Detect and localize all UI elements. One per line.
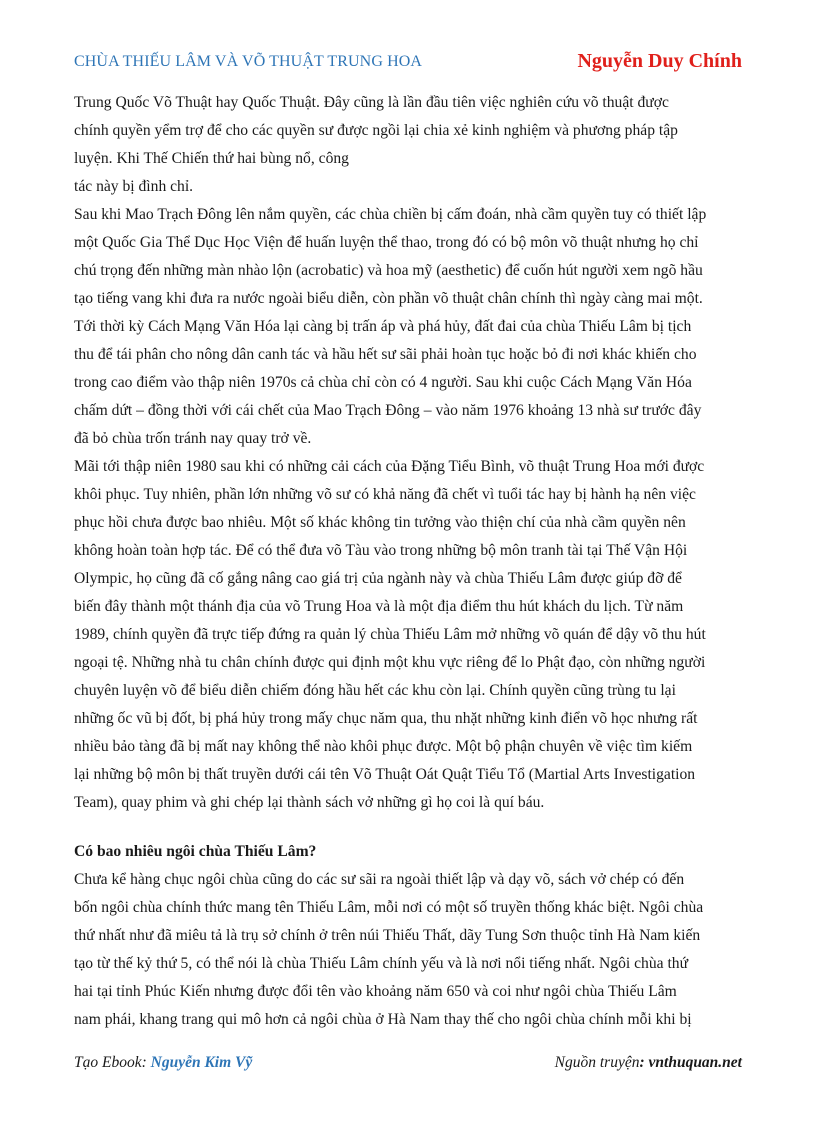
text-line: nam phái, khang trang qui mô hơn cả ngôi chùa ở Hà Nam thay thế cho ngôi chùa chính mỗi khi bị xyxy=(74,1011,692,1028)
text-line: thu để tái phân cho nông dân canh tác và hầu hết sư sãi phải hoàn tục hoặc bỏ đi nơi khác khiến cho xyxy=(74,346,697,363)
body-text xyxy=(74,89,742,1034)
page-footer xyxy=(74,1054,742,1078)
text-line: biến đây thành một thánh địa của võ Trung Hoa và là một địa điểm thu hút khách du lịch. Từ năm xyxy=(74,598,684,615)
paragraph-4 xyxy=(74,866,742,1034)
text-line: Tới thời kỳ Cách Mạng Văn Hóa lại càng bị trấn áp và phá hủy, đất đai của chùa Thiếu Lâm bị tịch xyxy=(74,318,692,335)
text-line: Sau khi Mao Trạch Đông lên nắm quyền, các chùa chiền bị cấm đoán, nhà cầm quyền tuy có thiết lập xyxy=(74,206,707,223)
text-line: Mãi tới thập niên 1980 sau khi có những cải cách của Đặng Tiểu Bình, võ thuật Trung Hoa mới được xyxy=(74,458,705,475)
text-line: phục hồi chưa được bao nhiêu. Một số khác không tin tưởng vào thiện chí của nhà cầm quyền nên xyxy=(74,514,686,531)
text-line: Chưa kể hàng chục ngôi chùa cũng do các sư sãi ra ngoài thiết lập và dạy võ, sách vở chép có đến xyxy=(74,871,685,888)
text-line: 1989, chính quyền đã trực tiếp đứng ra quản lý chùa Thiếu Lâm mở những võ quán để dậy võ thu hút xyxy=(74,626,706,643)
section-gap xyxy=(74,817,742,838)
text-line: Olympic, họ cũng đã cố gắng nâng cao giá trị của ngành này và chùa Thiếu Lâm được giúp đỡ để xyxy=(74,570,682,587)
text-line: tạo tiếng vang khi đưa ra nước ngoài biểu diễn, còn phần võ thuật chân chính thì ngày càng mai một. xyxy=(74,290,703,307)
source-credit-separator: : xyxy=(639,1054,649,1071)
text-line: ngoại tệ. Những nhà tu chân chính được qui định một khu vực riêng để lo Phật đạo, còn những người xyxy=(74,654,706,671)
ebook-credit-label: Tạo Ebook xyxy=(74,1054,142,1071)
text-line: những ốc vũ bị đốt, bị phá hủy trong mấy chục năm qua, thu nhặt những kinh điển võ học nhưng rất xyxy=(74,710,698,727)
paragraph-1 xyxy=(74,89,742,201)
book-title: CHÙA THIẾU LÂM VÀ VÕ THUẬT TRUNG HOA xyxy=(74,53,423,70)
text-line: chuyên luyện võ để biểu diễn chiếm đóng hầu hết các khu còn lại. Chính quyền cũng trùng tu lại xyxy=(74,682,676,699)
page-header xyxy=(74,50,742,76)
text-line: chấm dứt – đồng thời với cái chết của Mao Trạch Đông – vào năm 1976 khoảng 13 nhà sư trước đây xyxy=(74,402,702,419)
text-line: một Quốc Gia Thể Dục Học Viện để huấn luyện thể thao, trong đó có bộ môn võ thuật nhưng họ chỉ xyxy=(74,234,699,251)
paragraph-3 xyxy=(74,453,742,817)
text-line: lại những bộ môn bị thất truyền dưới cái tên Võ Thuật Oát Quật Tiểu Tổ (Martial Arts Investigation xyxy=(74,766,696,783)
source-credit xyxy=(555,1054,742,1072)
text-line: thứ nhất như đã miêu tả là trụ sở chính ở trên núi Thiếu Thất, dãy Tung Sơn thuộc tỉnh Hà Nam kiến xyxy=(74,927,701,944)
text-line: luyện. Khi Thế Chiến thứ hai bùng nổ, công xyxy=(74,150,349,167)
ebook-credit xyxy=(74,1054,252,1072)
text-line: tạo từ thế kỷ thứ 5, có thể nói là chùa Thiếu Lâm chính yếu và là nơi nổi tiếng nhất. Ngôi chùa thứ xyxy=(74,955,689,972)
text-line: khôi phục. Tuy nhiên, phần lớn những võ sư có khả năng đã chết vì tuổi tác hay bị hành hạ nên việc xyxy=(74,486,696,503)
text-line: Team), quay phim và ghi chép lại thành sách vở những gì họ coi là quí báu. xyxy=(74,794,545,811)
source-credit-label: Nguồn truyện xyxy=(554,1054,640,1071)
text-line: Trung Quốc Võ Thuật hay Quốc Thuật. Đây cũng là lần đầu tiên việc nghiên cứu võ thuật được xyxy=(74,94,669,111)
source-site: vnthuquan.net xyxy=(648,1054,742,1071)
paragraph-2 xyxy=(74,201,742,453)
text-line: trong cao điểm vào thập niên 1970s cả chùa chỉ còn có 4 người. Sau khi cuộc Cách Mạng Văn Hóa xyxy=(74,374,692,391)
section-heading: Có bao nhiêu ngôi chùa Thiếu Lâm? xyxy=(74,843,317,860)
text-line: tác này bị đình chỉ. xyxy=(74,178,194,195)
text-line: chính quyền yểm trợ để cho các quyền sư được ngồi lại chia xẻ kinh nghiệm và phương pháp tập xyxy=(74,122,678,139)
ebook-creator-name: Nguyễn Kim Vỹ xyxy=(150,1054,253,1071)
text-line: hai tại tỉnh Phúc Kiến nhưng được đổi tên vào khoảng năm 650 và coi như ngôi chùa Thiếu Lâm xyxy=(74,983,677,1000)
text-line: bốn ngôi chùa chính thức mang tên Thiếu Lâm, mỗi nơi có một số truyền thống khác biệt. Ngôi chùa xyxy=(74,899,704,916)
text-line: không hoàn toàn hợp tác. Để có thể đưa võ Tàu vào trong những bộ môn tranh tài tại Thế Vận Hội xyxy=(74,542,688,559)
author-name: Nguyễn Duy Chính xyxy=(577,50,742,72)
text-line: nhiều bảo tàng đã bị mất nay không thể nào khôi phục được. Một bộ phận chuyên về việc tìm kiếm xyxy=(74,738,693,755)
text-line: chú trọng đến những màn nhào lộn (acrobatic) và hoa mỹ (aesthetic) để cuốn hút người xem ngõ hầu xyxy=(74,262,703,279)
ebook-credit-separator: : xyxy=(141,1054,151,1071)
text-line: đã bỏ chùa trốn tránh nay quay trở về. xyxy=(74,430,312,447)
